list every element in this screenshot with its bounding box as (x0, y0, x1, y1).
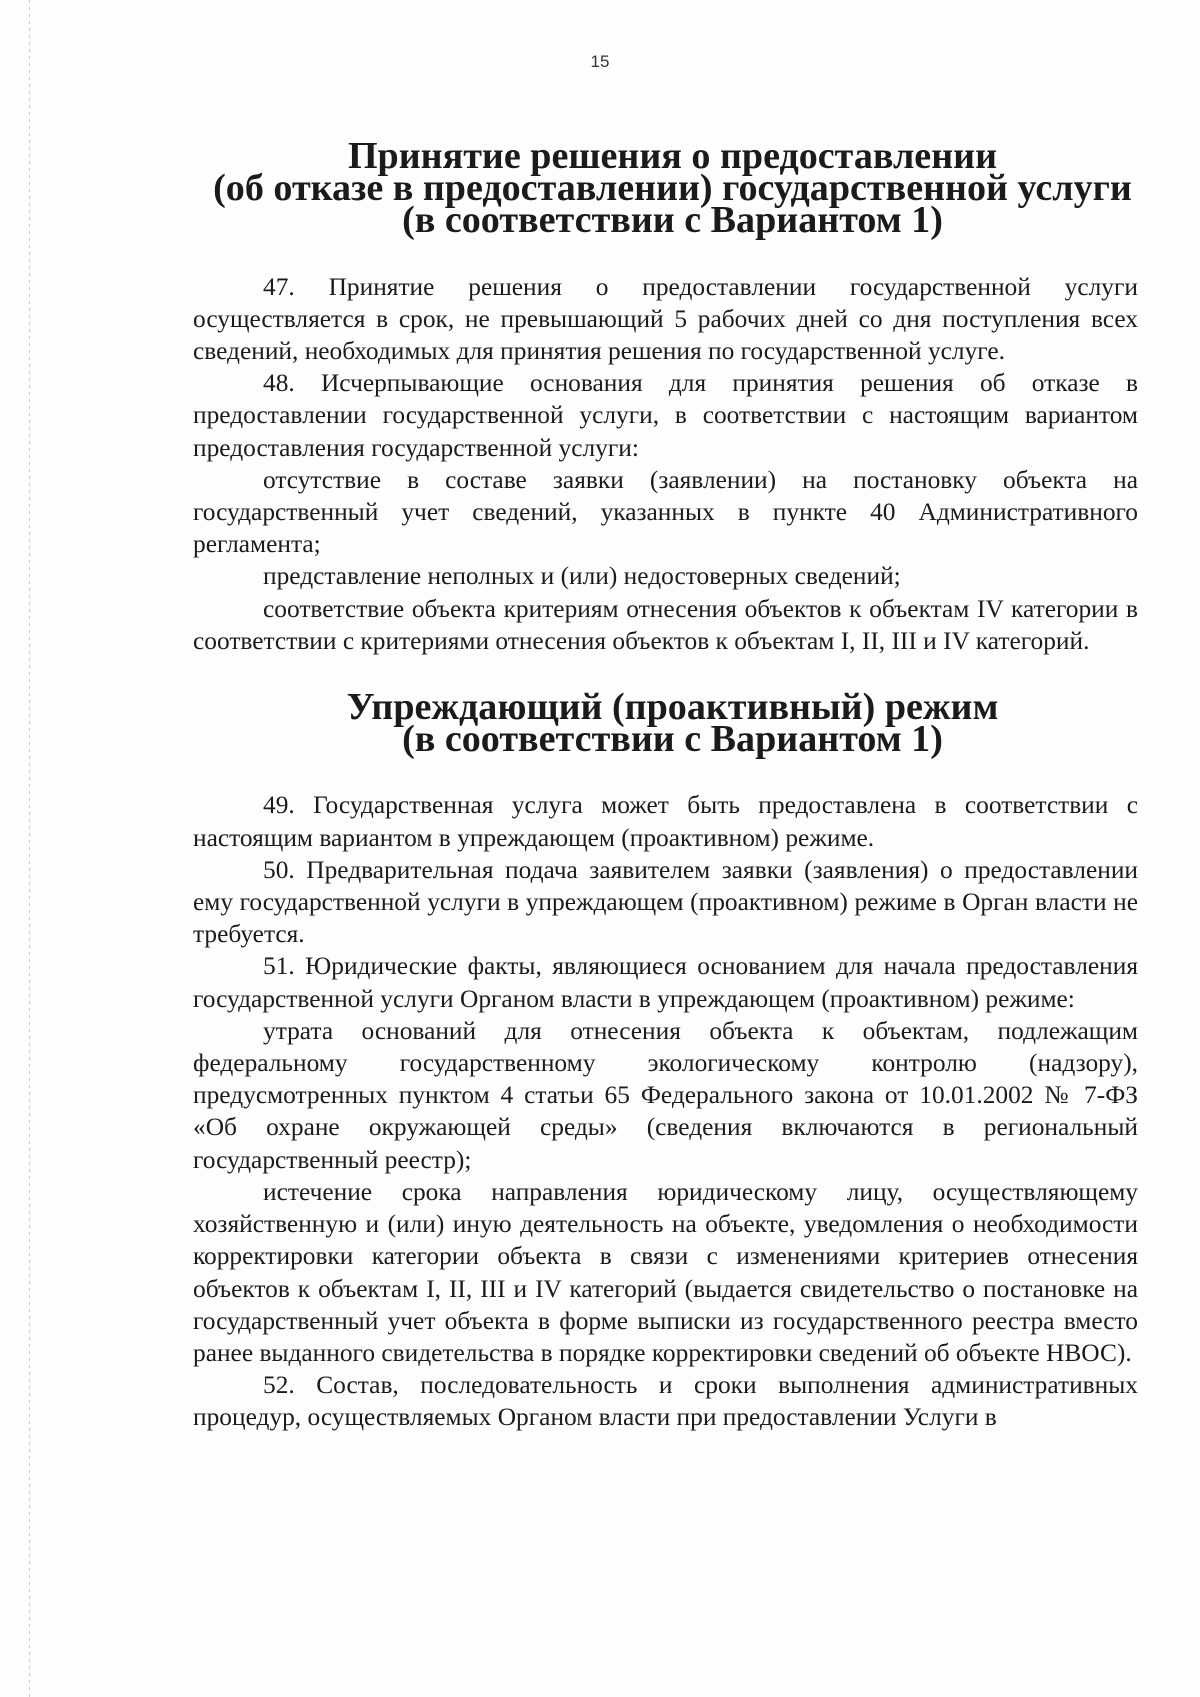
section-heading-decision (193, 135, 1138, 242)
refusal-ground-item: представление неполных и (или) недостоверных сведений; (263, 562, 901, 591)
paragraph-49: 49. Государственная услуга может быть предоставлена в соответствии с настоящим вариантом в упреждающем (проактивном) режиме. (193, 791, 1138, 852)
page-number: 15 (590, 52, 610, 71)
paragraph-51: 51. Юридические факты, являющиеся основанием для начала предоставления государственной услуги Органом власти в упреждающем (проактивном) режиме: (193, 952, 1138, 1013)
heading-line: (об отказе в предоставлении) государственной услуги (213, 167, 1132, 210)
refusal-ground-item: отсутствие в составе заявки (заявлении) на постановку объекта на государственный учет сведений, указанных в пункте 40 Административного регламента; (193, 465, 1138, 559)
paragraph-52: 52. Состав, последовательность и сроки выполнения административных процедур, осуществляемых Органом власти при предоставлении Услуги в (193, 1371, 1138, 1432)
section-heading-proactive (193, 686, 1138, 761)
paragraph-48: 48. Исчерпывающие основания для принятия решения об отказе в предоставлении государственной услуги, в соответствии с настоящим вариантом предоставления государственной услуги: (193, 369, 1138, 462)
document-body (193, 135, 1138, 1434)
heading-line: Упреждающий (проактивный) режим (346, 686, 999, 729)
heading-line: (в соответствии с Вариантом 1) (402, 718, 943, 761)
paragraph-50: 50. Предварительная подача заявителем заявки (заявления) о предоставлении ему государственной услуги в упреждающем (проактивном) режиме в Орган власти не требуется. (193, 855, 1138, 949)
scan-margin-line (29, 0, 30, 1697)
legal-fact-item: истечение срока направления юридическому лицу, осуществляющему хозяйственную и (или) иную деятельность на объекте, уведомления о необходимости корректировки категории объекта в связи с изменениями критериев отнесения объектов к объектам I, II, III и IV категорий (выдается свидетельство о постановке на государственный учет объекта в форме выписки из государственного реестра вместо ранее выданного свидетельства в порядке корректировки сведений об объекте НВОС). (193, 1177, 1138, 1367)
legal-fact-item: утрата оснований для отнесения объекта к объектам, подлежащим федеральному государственному экологическому контролю (надзору), предусмотренных пунктом 4 статьи 65 Федерального закона от 10.01.2002 № 7-ФЗ «Об охране окружающей среды» (сведения включаются в региональный государственный реестр); (193, 1016, 1138, 1174)
paragraph-47: 47. Принятие решения о предоставлении государственной услуги осуществляется в срок, не превышающий 5 рабочих дней со дня поступления всех сведений, необходимых для принятия решения по государственной услуге. (193, 272, 1138, 366)
heading-line: Принятие решения о предоставлении (347, 135, 998, 177)
heading-line: (в соответствии с Вариантом 1) (402, 199, 943, 242)
refusal-ground-item: соответствие объекта критериям отнесения объектов к объектам IV категории в соответствии с критериями отнесения объектов к объектам I, II, III и IV категорий. (193, 594, 1138, 655)
